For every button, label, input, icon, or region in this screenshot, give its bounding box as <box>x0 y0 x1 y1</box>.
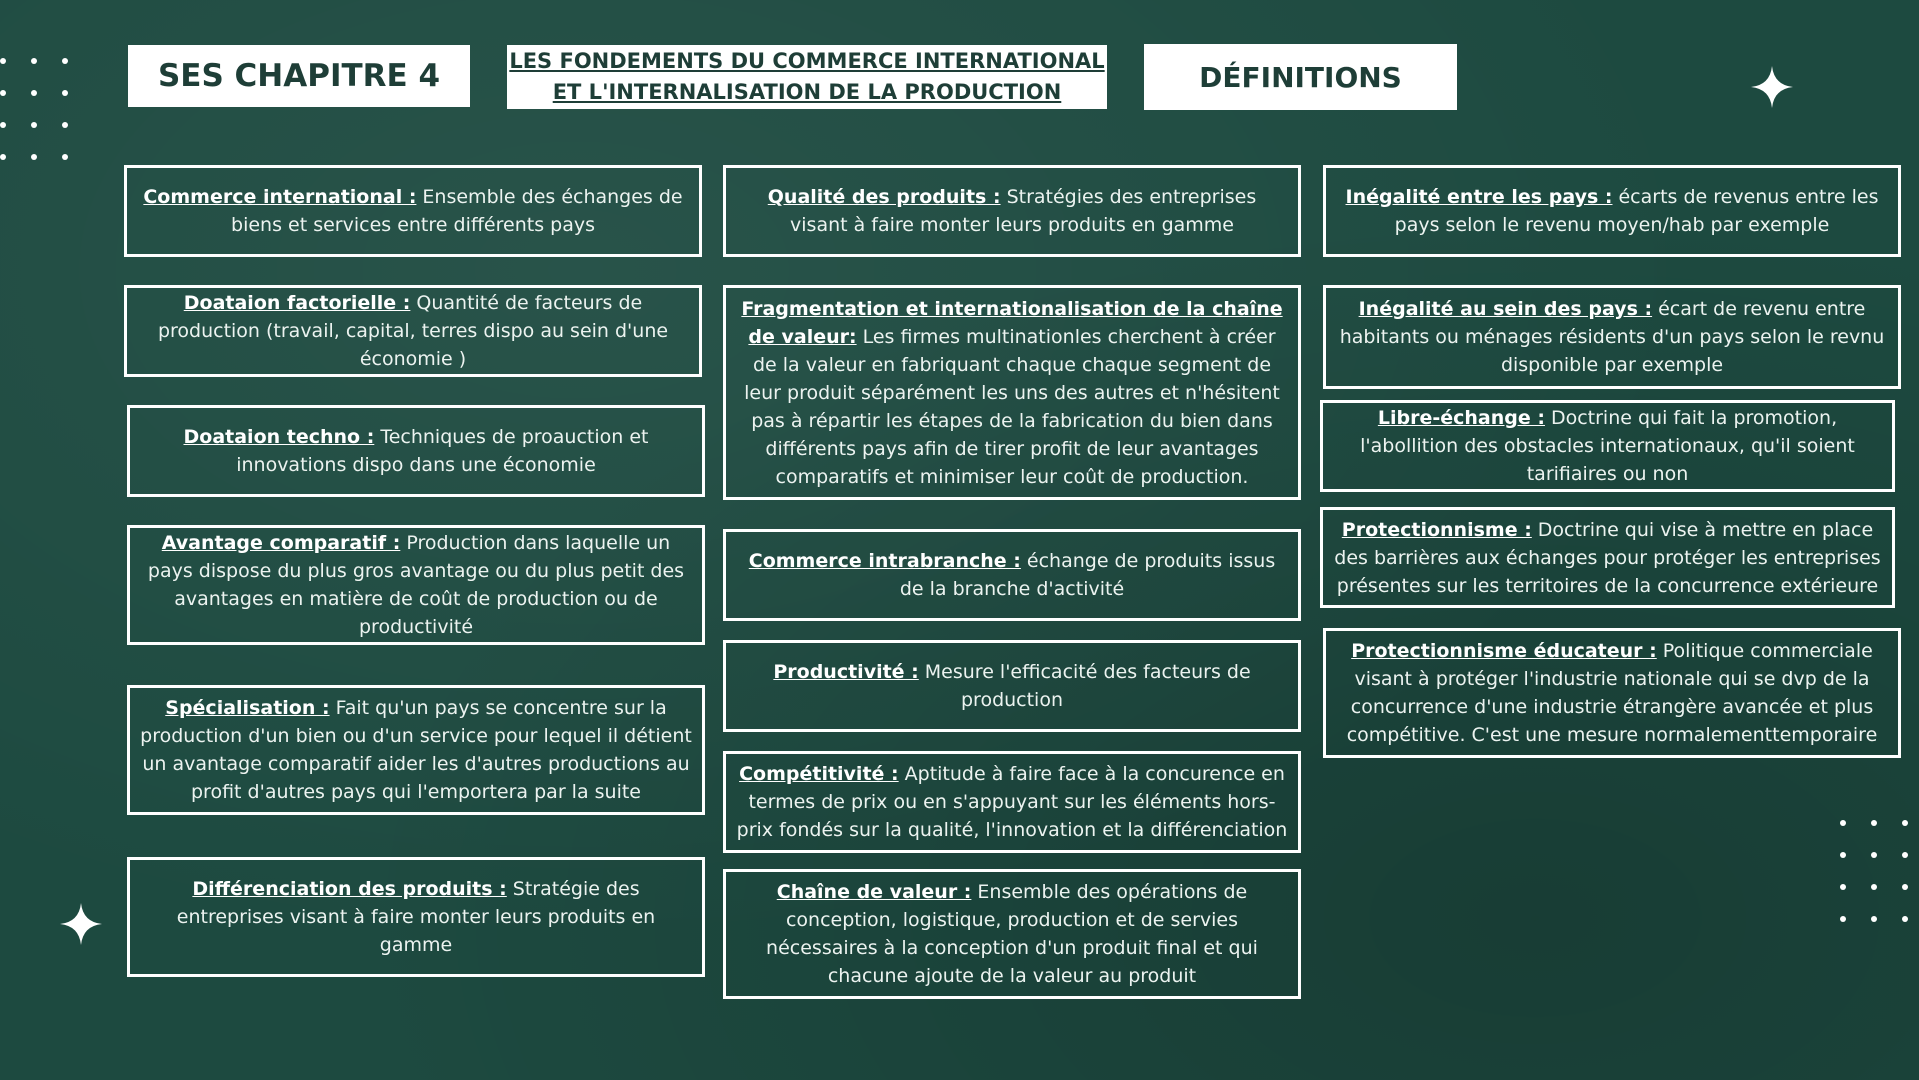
sparkle-icon-top-right <box>1751 66 1793 108</box>
definition-card-dotation-techno <box>127 405 705 497</box>
definition-text: Aptitude à faire face à la concurence en termes de prix ou en s'appuyant sur les éléments hors-prix fondés sur la qualité, l'innovation et la différenciation <box>736 763 1288 841</box>
definition-text: Doctrine qui fait la promotion, l'abollition des obstacles internationaux, qu'il soient tarifiaires ou non <box>1360 407 1855 485</box>
definition-card-avantage-comparatif <box>127 525 705 645</box>
definition-text: Ensemble des échanges de biens et services entre différents pays <box>231 186 683 236</box>
definition-text: Les firmes multinationles cherchent à créer de la valeur en fabriquant chaque chaque segment de leur produit séparément les uns des autres et n'hésitent pas à répartir les étapes de la fabrication du bien dans différents pays afin de tirer profit de leur avantages comparatifs et minimiser leur coût de production. <box>744 325 1280 488</box>
definition-card-dotation-factorielle <box>124 285 702 377</box>
chapter-title-text: SES CHAPITRE 4 <box>157 58 441 94</box>
definition-term: Libre-échange : <box>1377 407 1545 429</box>
definition-term: Commerce international : <box>143 186 417 208</box>
definition-text: Stratégie des entreprises visant à faire monter leurs produits en gamme <box>176 878 656 956</box>
definition-card-inegalite-entre-pays <box>1323 165 1901 257</box>
definition-card-protectionnisme-educateur <box>1323 628 1901 758</box>
definition-term: Chaîne de valeur : <box>776 881 972 903</box>
definition-term: Protectionnisme : <box>1341 518 1532 541</box>
definition-text: écart de revenu entre habitants ou ménages résidents d'un pays selon le revnu disponible par exemple <box>1339 298 1885 376</box>
definition-term: Qualité des produits : <box>767 186 1001 208</box>
lesson-title <box>507 45 1107 109</box>
definition-term: Productivité : <box>773 661 919 683</box>
definition-card-productivite <box>723 640 1301 732</box>
definition-card-specialisation <box>127 685 705 815</box>
dot-grid-decoration-top-left <box>0 58 70 162</box>
section-title <box>1144 44 1457 110</box>
definition-card-protectionnisme <box>1320 507 1895 608</box>
sparkle-icon-bottom-left <box>60 903 102 945</box>
chapter-title <box>128 45 470 107</box>
definition-card-differenciation-produits <box>127 857 705 977</box>
definition-term: Spécialisation : <box>165 697 330 719</box>
definition-card-qualite-produits <box>723 165 1301 257</box>
dot-grid-decoration-bottom-right <box>1840 820 1910 924</box>
definition-term: Commerce intrabranche : <box>748 550 1021 572</box>
definition-text: Politique commerciale visant à protéger l'industrie nationale qui se dvp de la concurrence d'une industrie étrangère avancée et plus compétitive. C'est une mesure normalementtemporaire <box>1346 640 1878 746</box>
definition-card-inegalite-sein-pays <box>1323 285 1901 389</box>
definition-term: Doataion techno : <box>183 426 375 448</box>
definition-text: échange de produits issus de la branche d'activité <box>899 550 1276 600</box>
definition-term: Inégalité au sein des pays : <box>1358 298 1653 320</box>
definition-text: Stratégies des entreprises visant à faire monter leurs produits en gamme <box>790 186 1257 236</box>
definition-term: Compétitivité : <box>739 763 899 785</box>
definition-text: Mesure l'efficacité des facteurs de production <box>924 661 1251 711</box>
lesson-title-line-1: LES FONDEMENTS DU COMMERCE INTERNATIONAL <box>509 49 1105 73</box>
definition-text: Techniques de proauction et innovations dispo dans une économie <box>236 426 649 476</box>
definition-text: Ensemble des opérations de conception, logistique, production et de servies nécessaires à la conception d'un produit final et qui chacune ajoute de la valeur au produit <box>766 881 1258 987</box>
definition-text: Quantité de facteurs de production (travail, capital, terres dispo au sein d'une économie ) <box>157 292 669 370</box>
definition-card-commerce-intrabranche <box>723 529 1301 621</box>
definition-text: Production dans laquelle un pays dispose du plus gros avantage ou du plus petit des avantages en matière de coût de production ou de productivité <box>147 532 685 638</box>
definition-term: Doataion factorielle : <box>183 292 411 314</box>
definition-text: écarts de revenus entre les pays selon le revenu moyen/hab par exemple <box>1394 186 1879 236</box>
definition-card-chaine-valeur <box>723 869 1301 999</box>
definition-text: Fait qu'un pays se concentre sur la production d'un bien ou d'un service pour lequel il détient un avantage comparatif aider les d'autres productions au profit d'autres pays qui l'emportera par la suite <box>140 697 692 803</box>
definition-term: Fragmentation et internationalisation de la chaîne de valeur: <box>741 297 1283 348</box>
section-title-text: DÉFINITIONS <box>1199 60 1402 94</box>
lesson-title-line-2: ET L'INTERNALISATION DE LA PRODUCTION <box>552 80 1062 104</box>
definition-card-commerce-international <box>124 165 702 257</box>
definition-card-libre-echange <box>1320 400 1895 492</box>
definition-term: Protectionnisme éducateur : <box>1351 640 1657 662</box>
definition-term: Inégalité entre les pays : <box>1345 186 1613 208</box>
definition-card-competitivite <box>723 751 1301 853</box>
definition-term: Avantage comparatif : <box>161 532 401 554</box>
definition-text: Doctrine qui vise à mettre en place des barrières aux échanges pour protéger les entreprises présentes sur les territoires de la concurrence extérieure <box>1334 518 1881 597</box>
definition-card-fragmentation-chaine-valeur <box>723 285 1301 500</box>
definition-term: Différenciation des produits : <box>192 878 507 900</box>
